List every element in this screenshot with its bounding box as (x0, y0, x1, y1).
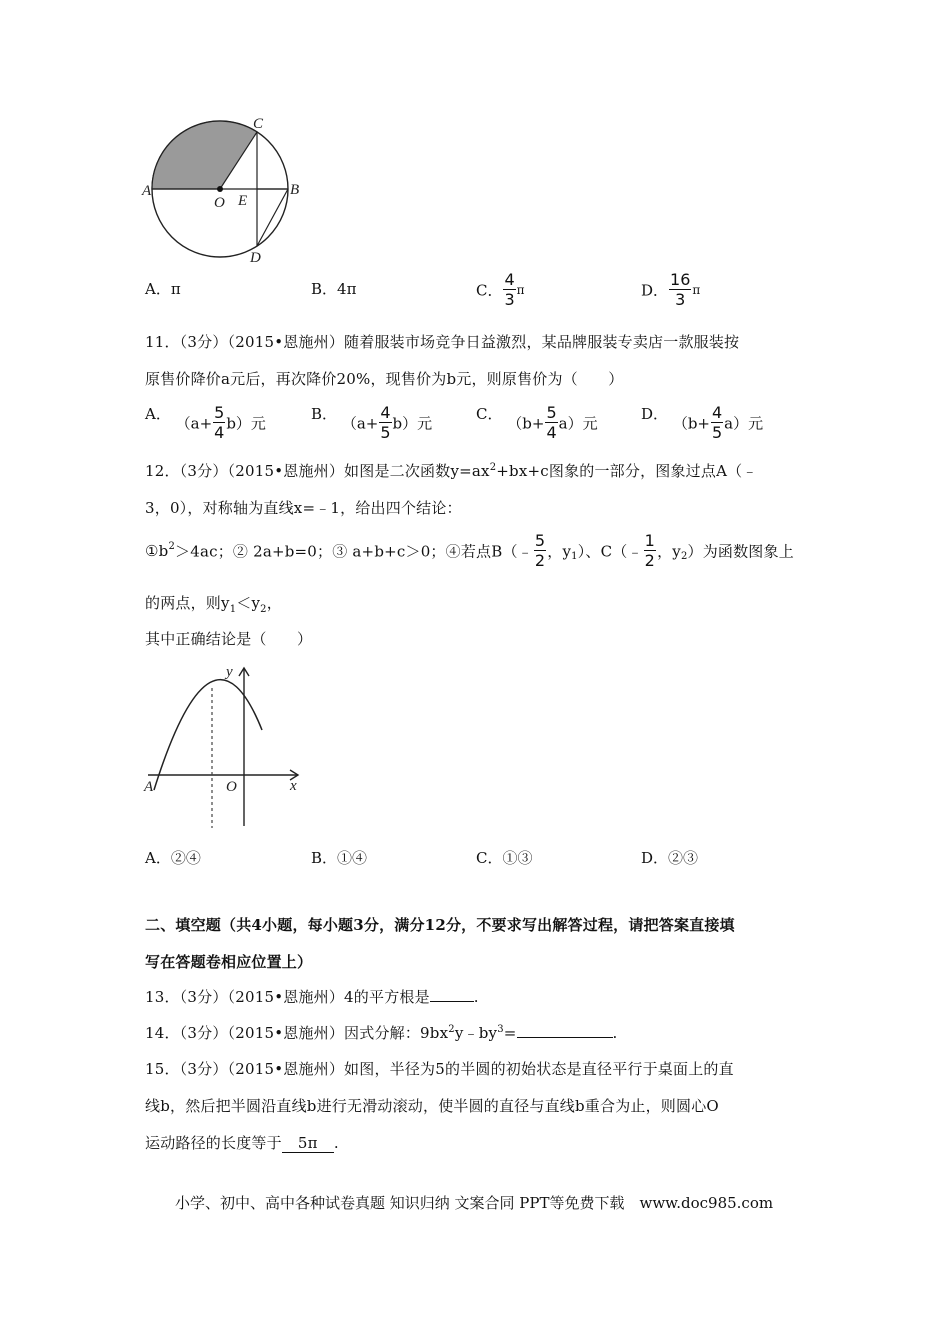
q15-line3: 运动路径的长度等于 5π . (145, 1134, 339, 1152)
q15-line2: 线b，然后把半圆沿直线b进行无滑动滚动，使半圆的直径与直线b重合为止，则圆心O (145, 1097, 719, 1115)
q11-option-a: A． （a+ $\frac{5}{4}$ b）元 (145, 403, 266, 442)
label-o: O (226, 779, 237, 795)
section2-heading-line2: 写在答题卷相应位置上） (145, 953, 313, 971)
q13: 13．（3分）（2015•恩施州）4的平方根是 . (145, 988, 479, 1006)
label-e: E (238, 193, 248, 209)
label-a: A (144, 779, 154, 795)
q15-answer: 5π (282, 1134, 334, 1153)
q14: 14．（3分）（2015•恩施州）因式分解：$9bx^2y﹣by^3=$ . (145, 1024, 618, 1042)
q12-line5: 其中正确结论是（ ） (145, 630, 313, 648)
q12-option-a: A．②④ (145, 849, 201, 867)
q12-option-b: B．①④ (311, 849, 368, 867)
q10-option-c: C． $\frac{4}{3}$ π (476, 270, 525, 309)
q10-option-a: A．π (145, 280, 181, 298)
q12-line2: 3，0），对称轴为直线x=﹣1，给出四个结论： (145, 499, 462, 517)
label-a: A (142, 183, 152, 199)
q11-option-c: C． （b+ $\frac{5}{4}$ a）元 (476, 403, 598, 442)
label-c: C (253, 116, 264, 132)
label-o: O (214, 195, 225, 211)
section2-heading-line1: 二、填空题（共4小题，每小题3分，满分12分，不要求写出解答过程，请把答案直接填 (145, 916, 735, 934)
q10-option-d: D． $\frac{16}{3}$ π (641, 270, 701, 309)
circle-sector-figure (140, 110, 310, 270)
label-b: B (290, 182, 300, 198)
label-d: D (250, 250, 261, 266)
q12-line1: 12．（3分）（2015•恩施州）如图是二次函数$y=ax^2+bx+c$图象的一部分，图象过点A（﹣ (145, 462, 758, 480)
page-footer: 小学、初中、高中各种试卷真题 知识归纳 文案合同 PPT等免费下载 www.doc985.com (175, 1194, 774, 1212)
q12-line3: $①b^2>4ac$；② 2a+b=0；③ a+b+c＞0；④若点B（﹣ $\frac{5}{2}$ ，$y_1$）、C（﹣ $\frac{1}{2}$ ，$y_2$）为函数图象上 (145, 531, 794, 570)
q12-line4: 的两点，则$y_1<y_2$， (145, 594, 282, 615)
q11-line1: 11．（3分）（2015•恩施州）随着服装市场竞争日益激烈，某品牌服装专卖店一款服装按 (145, 333, 740, 351)
q12-option-c: C．①③ (476, 849, 533, 867)
label-x: x (290, 778, 297, 794)
parabola-figure (140, 660, 310, 832)
q14-answer-blank (517, 1037, 613, 1038)
q11-option-d: D． （b+ $\frac{4}{5}$ a）元 (641, 403, 764, 442)
q12-option-d: D．②③ (641, 849, 699, 867)
q15-line1: 15．（3分）（2015•恩施州）如图，半径为5的半圆的初始状态是直径平行于桌面上的直 (145, 1060, 734, 1078)
q10-option-b: B．4π (311, 280, 357, 298)
q11-line2: 原售价降价a元后，再次降价20%，现售价为b元，则原售价为（ ） (145, 370, 624, 388)
q11-option-b: B． （a+ $\frac{4}{5}$ b）元 (311, 403, 433, 442)
label-y: y (226, 664, 233, 680)
q13-answer-blank (430, 1001, 474, 1002)
